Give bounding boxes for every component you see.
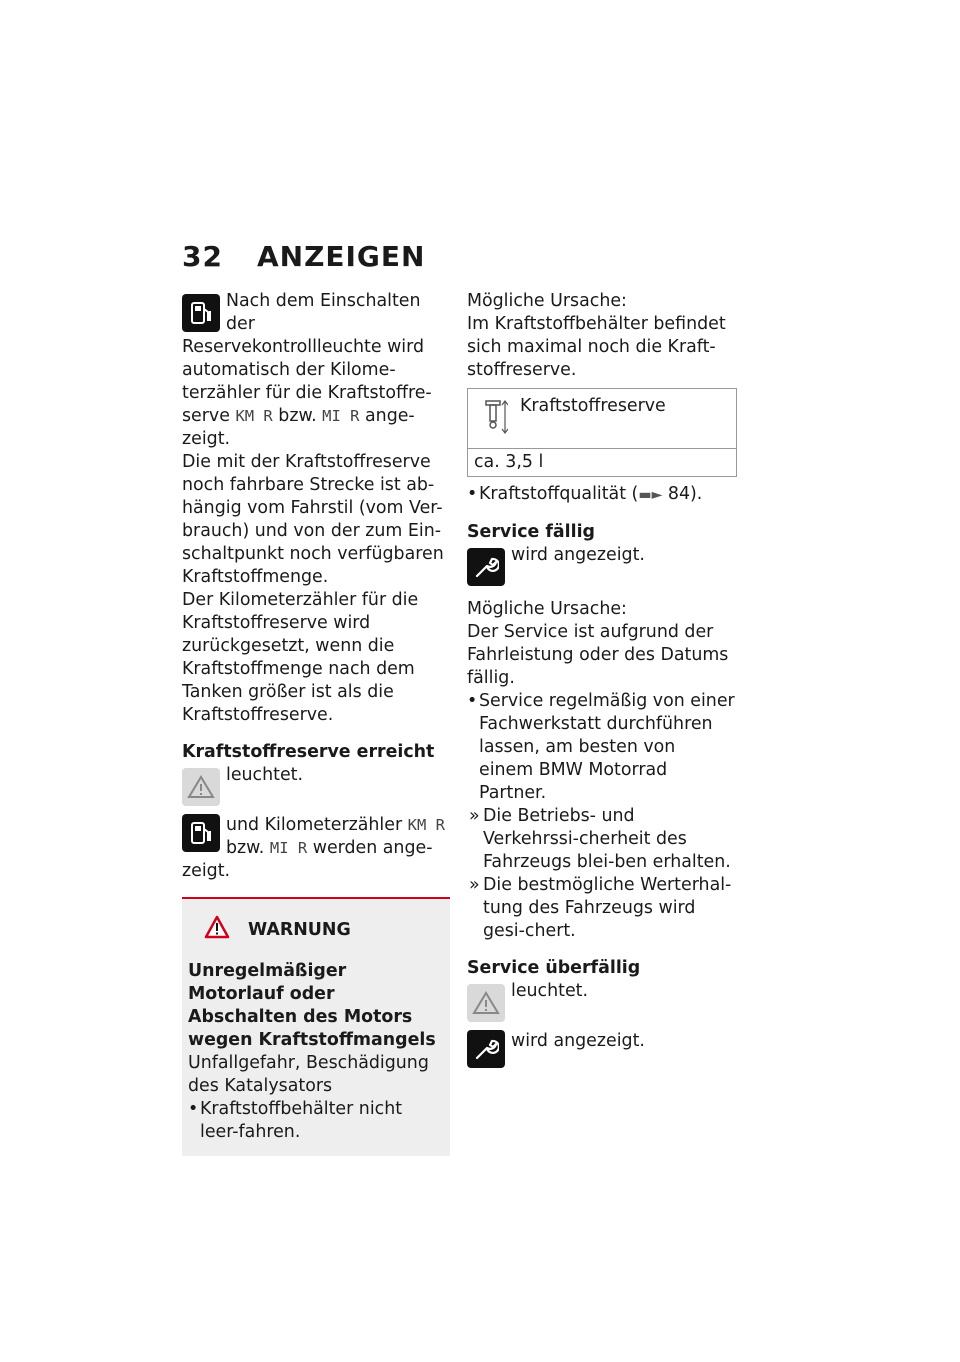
result-text: Die Betriebs- und Verkehrssi-cherheit des Fahrzeugs blei-ben erhalten.: [483, 806, 731, 872]
intro-end: ange-zeigt.: [182, 406, 415, 449]
range-paragraph: Die mit der Kraftstoffreserve noch fahrbare Strecke ist ab-hängig vom Fahrstil (vom Ver-brauch) und von der zum Ein-schaltpunkt noch verfügbaren Kraftstoffmenge.: [182, 452, 444, 587]
spec-table: [467, 388, 737, 477]
arrow-right-icon: ▬►: [638, 487, 663, 503]
service-due-heading: Service fällig: [467, 522, 595, 542]
warning-triangle-icon: [467, 984, 505, 1022]
fuel-can-icon: [472, 395, 520, 444]
list-item: » Die Betriebs- und Verkehrssi-cherheit des Fahrzeugs blei-ben erhalten.: [469, 806, 731, 872]
warning-box: [182, 897, 450, 1156]
list-item: • Service regelmäßig von einer Fachwerkstatt durchführen lassen, am besten von einem BMW Motorrad Partner.: [467, 691, 735, 803]
and-km-text: und Kilometerzähler: [226, 815, 403, 835]
quality-text: Kraftstoffqualität (: [479, 484, 639, 504]
warning-triangle-icon: [204, 915, 230, 946]
reset-paragraph: Der Kilometerzähler für die Kraftstoffreserve wird zurückgesetzt, wenn die Kraftstoffmenge nach dem Tanken größer ist als die Kraftstoffreserve.: [182, 590, 419, 725]
right-column: [467, 290, 735, 1068]
km-r-label: KM R: [235, 407, 273, 425]
warning-bold-text: Unregelmäßiger Motorlauf oder Abschalten des Motors wegen Kraftstoffmangels: [188, 961, 436, 1050]
page-title: ANZEIGEN: [256, 240, 426, 273]
left-column: [182, 290, 450, 1156]
warning-triangle-icon: [182, 768, 220, 806]
intro-text: Nach dem Einschalten der Reservekontrollleuchte wird automatisch der Kilome-terzähler für die Kraftstoffre-serve: [182, 291, 432, 426]
list-item: » Die bestmögliche Werterhal-tung des Fahrzeugs wird gesi-chert.: [469, 875, 732, 941]
lights-text: leuchtet.: [511, 981, 589, 1001]
cause-label: Mögliche Ursache:: [467, 291, 627, 311]
fuel-pump-icon: [182, 294, 220, 332]
cause-text: Der Service ist aufgrund der Fahrleistung oder des Datums fällig.: [467, 622, 729, 688]
warning-text: Unfallgefahr, Beschädigung des Katalysators: [188, 1053, 429, 1096]
warning-label: WARNUNG: [248, 920, 351, 940]
cause-label: Mögliche Ursache:: [467, 599, 627, 619]
spec-value: ca. 3,5 l: [468, 448, 736, 476]
list-item: • Kraftstoffqualität (▬► 84).: [467, 484, 703, 504]
wrench-icon: [467, 1030, 505, 1068]
reserve-heading: Kraftstoffreserve erreicht: [182, 742, 435, 762]
lights-text: leuchtet.: [226, 765, 304, 785]
cause-text: Im Kraftstoffbehälter befindet sich maximal noch die Kraft-stoffreserve.: [467, 314, 726, 380]
service-bullet-text: Service regelmäßig von einer Fachwerkstatt durchführen lassen, am besten von einem BMW Motorrad Partner.: [479, 691, 735, 803]
warning-bullet-text: Kraftstoffbehälter nicht leer-fahren.: [200, 1099, 403, 1142]
spec-label: Kraftstoffreserve: [520, 396, 666, 416]
shown-text: wird angezeigt.: [511, 1031, 645, 1051]
page-heading: [182, 240, 425, 273]
intro-paragraph: [182, 290, 450, 451]
shown-text: werden ange-zeigt.: [182, 838, 433, 881]
km-shown-paragraph: [182, 814, 450, 883]
mi-r-label: MI R: [322, 407, 360, 425]
bzw-text: bzw.: [278, 406, 317, 426]
mi-r-label: MI R: [269, 839, 308, 857]
bzw-text: bzw.: [226, 838, 265, 858]
fuel-pump-icon: [182, 814, 220, 852]
result-text: Die bestmögliche Werterhal-tung des Fahrzeugs wird gesi-chert.: [483, 875, 732, 941]
km-r-label: KM R: [407, 816, 445, 834]
page-number: 32: [182, 240, 223, 273]
list-item: • Kraftstoffbehälter nicht leer-fahren.: [188, 1099, 403, 1142]
service-overdue-heading: Service überfällig: [467, 958, 641, 978]
wrench-icon: [467, 548, 505, 586]
quality-ref[interactable]: 84).: [667, 484, 703, 504]
shown-text: wird angezeigt.: [511, 545, 645, 565]
